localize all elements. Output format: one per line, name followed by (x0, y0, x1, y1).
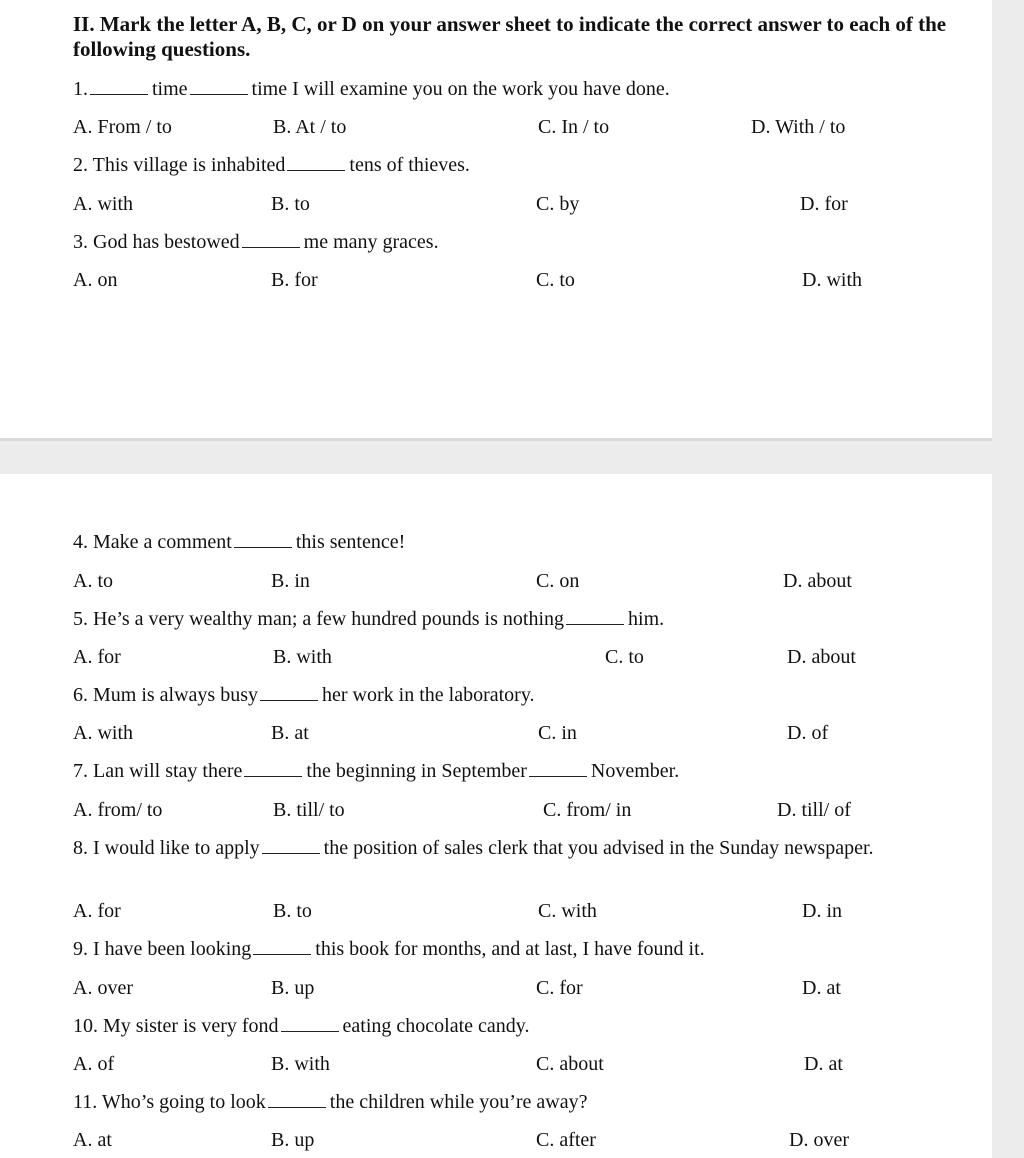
question-5: 5. He’s a very wealthy man; a few hundred pounds is nothing him. (73, 608, 665, 630)
question-11: 11. Who’s going to look the children while you’re away? (73, 1091, 588, 1113)
answer-blank (244, 762, 302, 777)
option-d: D. With / to (751, 116, 846, 138)
answer-blank (262, 839, 320, 854)
option-c: C. to (605, 646, 644, 668)
option-a: A. of (73, 1053, 115, 1075)
question-9: 9. I have been looking this book for months, and at last, I have found it. (73, 938, 705, 960)
option-b: B. till/ to (273, 799, 345, 821)
answer-blank (281, 1017, 339, 1032)
option-d: D. about (787, 646, 856, 668)
option-a: A. for (73, 646, 121, 668)
option-a: A. From / to (73, 116, 172, 138)
option-c: C. about (536, 1053, 604, 1075)
question-6: 6. Mum is always busy her work in the laboratory. (73, 684, 535, 706)
option-a: A. at (73, 1129, 112, 1151)
option-a: A. to (73, 570, 113, 592)
option-c: C. with (538, 900, 597, 922)
answer-blank (566, 610, 624, 625)
question-8: 8. I would like to apply the position of sales clerk that you advised in the Sunday newspaper. (73, 837, 874, 859)
option-c: C. in (538, 722, 577, 744)
option-b: B. for (271, 269, 318, 291)
option-b: B. up (271, 977, 315, 999)
option-a: A. with (73, 193, 133, 215)
option-a: A. with (73, 722, 133, 744)
option-d: D. over (789, 1129, 849, 1151)
option-d: D. at (802, 977, 841, 999)
option-c: C. In / to (538, 116, 610, 138)
question-1: 1. time time I will examine you on the work you have done. (73, 78, 670, 100)
answer-blank (242, 233, 300, 248)
option-c: C. from/ in (543, 799, 632, 821)
option-b: B. up (271, 1129, 315, 1151)
option-d: D. till/ of (777, 799, 851, 821)
option-b: B. at (271, 722, 309, 744)
question-10: 10. My sister is very fond eating chocolate candy. (73, 1015, 530, 1037)
option-b: B. to (271, 193, 310, 215)
option-a: A. over (73, 977, 133, 999)
option-b: B. to (273, 900, 312, 922)
option-c: C. for (536, 977, 583, 999)
option-c: C. to (536, 269, 575, 291)
option-d: D. at (804, 1053, 843, 1075)
option-b: B. in (271, 570, 310, 592)
section-heading: II. Mark the letter A, B, C, or D on your answer sheet to indicate the correct answer to each of the following questions. (73, 12, 947, 61)
question-3: 3. God has bestowed me many graces. (73, 231, 439, 253)
option-b: B. with (273, 646, 332, 668)
answer-blank (287, 156, 345, 171)
answer-blank (529, 762, 587, 777)
answer-blank (90, 80, 148, 95)
answer-blank (190, 80, 248, 95)
answer-blank (234, 533, 292, 548)
question-2: 2. This village is inhabited tens of thieves. (73, 154, 470, 176)
option-d: D. with (802, 269, 862, 291)
option-d: D. of (787, 722, 829, 744)
worksheet-page-top (0, 0, 992, 438)
answer-blank (253, 940, 311, 955)
option-c: C. on (536, 570, 580, 592)
option-d: D. about (783, 570, 852, 592)
option-c: C. by (536, 193, 580, 215)
option-d: D. in (802, 900, 842, 922)
page-divider (0, 438, 992, 441)
option-b: B. with (271, 1053, 330, 1075)
question-7: 7. Lan will stay there the beginning in September November. (73, 760, 680, 782)
answer-blank (268, 1093, 326, 1108)
option-a: A. on (73, 269, 118, 291)
option-c: C. after (536, 1129, 596, 1151)
answer-blank (260, 686, 318, 701)
question-4: 4. Make a comment this sentence! (73, 531, 406, 553)
option-a: A. for (73, 900, 121, 922)
option-a: A. from/ to (73, 799, 163, 821)
option-b: B. At / to (273, 116, 347, 138)
option-d: D. for (800, 193, 848, 215)
